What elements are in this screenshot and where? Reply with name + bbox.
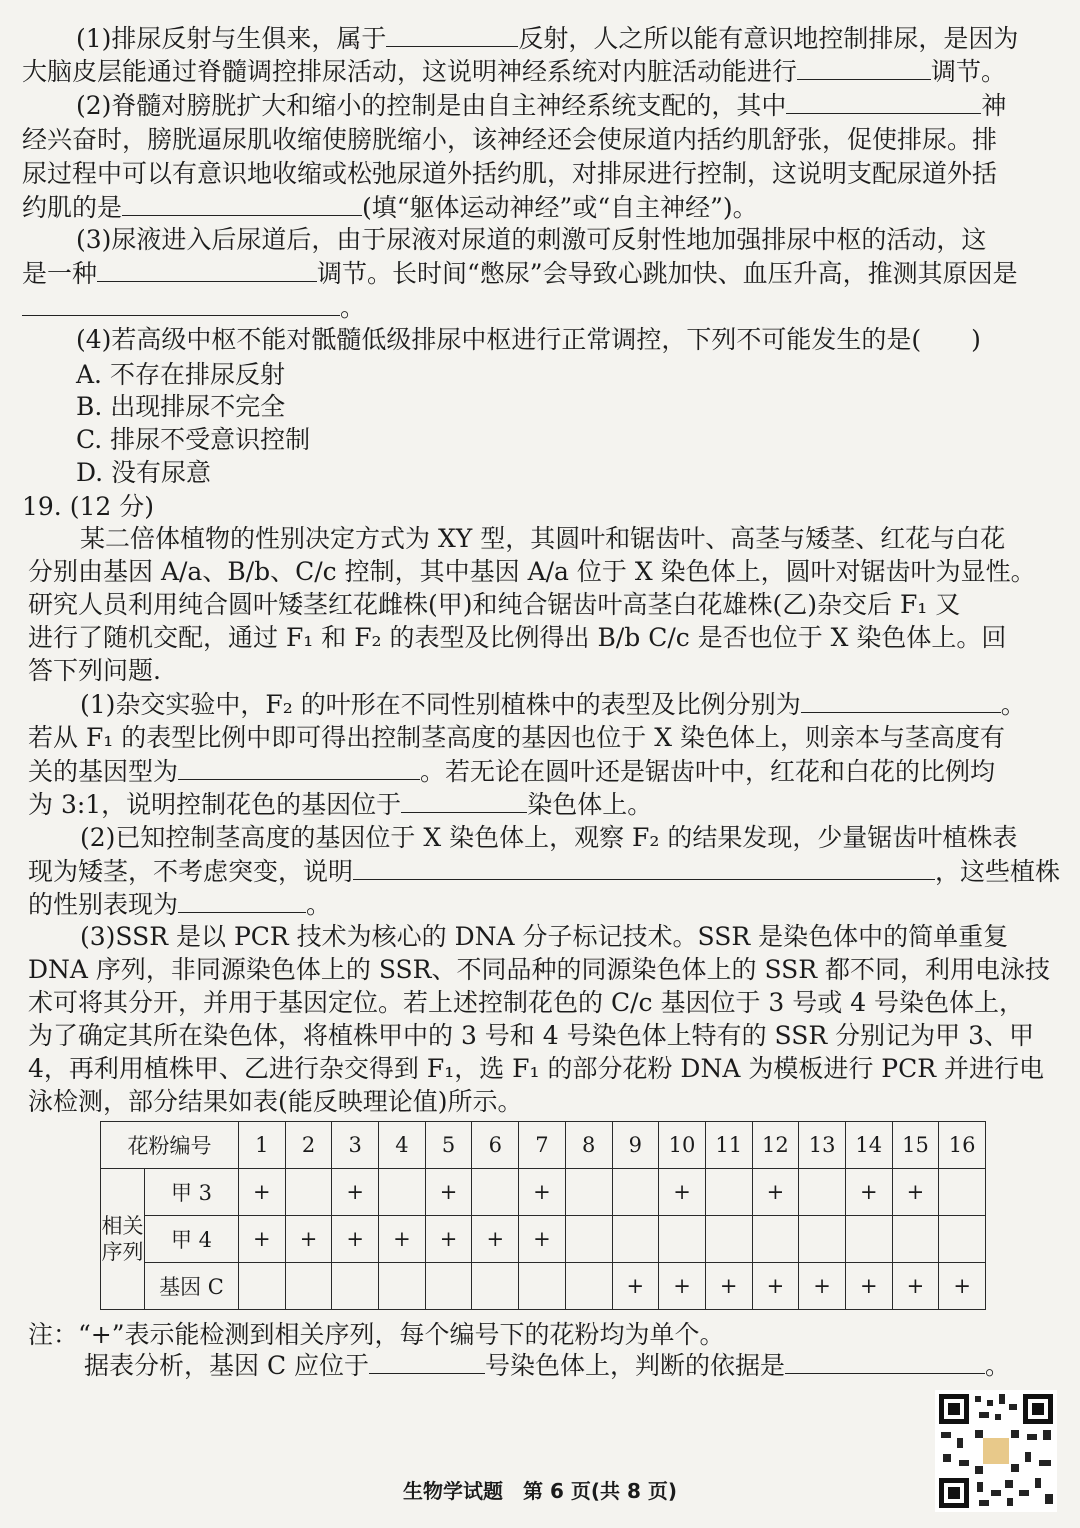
q19-stem-2: 分别由基因 A/a、B/b、C/c 控制，其中基因 A/a 位于 X 染色体上，圆叶对锯齿叶为显性。 [28,557,1036,586]
row-group-label [101,1169,145,1310]
table-cell [285,1169,332,1216]
table-cell: + [799,1263,846,1310]
text: 号染色体上，判断的依据是 [485,1351,786,1380]
table-cell: + [425,1169,472,1216]
table-cell [379,1169,426,1216]
q19-part2-line3 [28,888,331,922]
answer-blank[interactable] [797,57,931,80]
q19-part3-line3: 术可将其分开，并用于基因定位。若上述控制花色的 C/c 基因位于 3 号或 4 号染色体上， [28,988,1025,1017]
text: 。 [340,293,366,322]
text: 的性别表现为 [28,890,179,919]
pollen-number: 9 [612,1122,659,1169]
table-cell [472,1169,519,1216]
answer-blank[interactable] [353,857,935,880]
pollen-number: 8 [565,1122,612,1169]
q19-part1-line1 [80,688,1026,722]
row-group-label-line: 相关 [101,1214,144,1238]
text: 神 [981,91,1007,120]
table-cell [332,1263,379,1310]
answer-blank[interactable] [801,690,1001,713]
q18-part3-line2 [22,257,1018,291]
q18-part3-line1: (3)尿液进入后尿道后，由于尿液对尿道的刺激可反射性地加强排尿中枢的活动，这 [76,225,987,254]
table-cell: + [472,1216,519,1263]
q18-part4: (4)若高级中枢不能对骶髓低级排尿中枢进行正常调控，下列不可能发生的是( ) [76,325,981,354]
pollen-number: 5 [425,1122,472,1169]
table-note: 注：“+”表示能检测到相关序列，每个编号下的花粉均为单个。 [28,1320,725,1349]
answer-blank[interactable] [22,293,340,316]
table-cell [472,1263,519,1310]
q19-part3-line1: (3)SSR 是以 PCR 技术为核心的 DNA 分子标记技术。SSR 是染色体中的简单重复 [80,922,1009,951]
pollen-number: 13 [799,1122,846,1169]
pollen-number: 15 [892,1122,939,1169]
answer-blank[interactable] [386,24,518,47]
pollen-number: 7 [519,1122,566,1169]
table-cell: + [752,1169,799,1216]
table-cell: + [332,1216,379,1263]
q19-part3-line2: DNA 序列，非同源染色体上的 SSR、不同品种的同源染色体上的 SSR 都不同，利用电泳技 [28,955,1051,984]
table-cell: + [659,1263,706,1310]
table-cell: + [939,1263,986,1310]
text: ，这些植株 [935,857,1061,886]
table-cell: + [752,1263,799,1310]
page-footer: 生物学试题 第 6 页(共 8 页) [403,1479,677,1503]
option-d[interactable]: D. 没有尿意 [76,458,212,487]
answer-blank[interactable] [785,1351,985,1374]
q18-part2-line3: 尿过程中可以有意识地收缩或松弛尿道外括约肌，对排尿进行控制，这说明支配尿道外括 [22,159,998,188]
text: 。 [1000,690,1026,719]
row-label: 甲 4 [145,1216,239,1263]
text: (2)脊髓对膀胱扩大和缩小的控制是由自主神经系统支配的，其中 [76,91,787,120]
pollen-number: 1 [239,1122,286,1169]
table-cell [659,1216,706,1263]
answer-blank[interactable] [786,91,981,114]
table-cell [239,1263,286,1310]
table-cell [425,1263,472,1310]
text: 大脑皮层能通过脊髓调控排尿活动，这说明神经系统对内脏活动能进行 [22,57,798,86]
q19-part1-line2: 若从 F₁ 的表型比例中即可得出控制茎高度的基因也位于 X 染色体上，则亲本与茎高度有 [28,723,1005,752]
text: 。 [985,1351,1011,1380]
table-cell: + [239,1216,286,1263]
table-cell [799,1216,846,1263]
option-c[interactable]: C. 排尿不受意识控制 [76,425,311,454]
table-cell [519,1263,566,1310]
text: 反射，人之所以能有意识地控制排尿，是因为 [518,24,1019,53]
text: (填“躯体运动神经”或“自主神经”)。 [362,193,758,222]
row-label: 基因 C [145,1263,239,1310]
text: 调节。 [931,57,1007,86]
q19-stem-3: 研究人员利用纯合圆叶矮茎红花雌株(甲)和纯合锯齿叶高茎白花雄株(乙)杂交后 F₁ 又 [28,590,961,619]
table-row [101,1263,986,1310]
table-cell: + [892,1169,939,1216]
table-cell: + [332,1169,379,1216]
pollen-number: 4 [379,1122,426,1169]
pollen-number: 11 [705,1122,752,1169]
table-cell: + [705,1263,752,1310]
q18-part1-line1 [76,22,1018,56]
table-cell: + [285,1216,332,1263]
pollen-number: 12 [752,1122,799,1169]
q19-stem-4: 进行了随机交配，通过 F₁ 和 F₂ 的表型及比例得出 B/b C/c 是否也位于 X 染色体上。回 [28,623,1007,652]
table-cell [799,1169,846,1216]
pollen-number: 3 [332,1122,379,1169]
table-row [101,1169,986,1216]
text: (1)排尿反射与生俱来，属于 [76,24,387,53]
table-cell [285,1263,332,1310]
q19-part3-line6: 泳检测，部分结果如表(能反映理论值)所示。 [28,1087,523,1116]
pollen-table [100,1121,986,1310]
text: 据表分析，基因 C 应位于 [84,1351,370,1380]
table-cell [565,1263,612,1310]
text: 。 [306,890,332,919]
pollen-number: 10 [659,1122,706,1169]
table-cell: + [519,1169,566,1216]
q19-stem-1: 某二倍体植物的性别决定方式为 XY 型，其圆叶和锯齿叶、高茎与矮茎、红花与白花 [80,524,1006,553]
table-cell: + [659,1169,706,1216]
text: 为 3:1，说明控制花色的基因位于 [28,790,402,819]
table-cell [612,1169,659,1216]
table-cell [565,1169,612,1216]
table-cell: + [425,1216,472,1263]
q18-part1-line2 [22,55,1006,89]
q18-part2-line2: 经兴奋时，膀胱逼尿肌收缩使膀胱缩小，该神经还会使尿道内括约肌舒张，促使排尿。排 [22,125,998,154]
table-cell [939,1216,986,1263]
text: (1)杂交实验中，F₂ 的叶形在不同性别植株中的表型及比例分别为 [80,690,801,719]
table-cell [612,1216,659,1263]
q19-part3-line5: 4，再利用植株甲、乙进行杂交得到 F₁，选 F₁ 的部分花粉 DNA 为模板进行 PCR 并进行电 [28,1054,1045,1083]
table-cell [845,1216,892,1263]
answer-blank[interactable] [97,259,317,282]
option-b[interactable]: B. 出现排尿不完全 [76,392,286,421]
pollen-number: 16 [939,1122,986,1169]
table-cell [705,1216,752,1263]
q19-heading: 19. (12 分) [22,492,154,521]
final-question [84,1349,1010,1383]
answer-blank[interactable] [178,890,306,913]
q18-part2-line1 [76,89,1006,123]
table-cell: + [379,1216,426,1263]
pollen-number: 14 [845,1122,892,1169]
pollen-number: 2 [285,1122,332,1169]
row-group-label-line: 序列 [101,1240,144,1264]
q19-stem-5: 答下列问题. [28,656,161,685]
q19-part2-line2 [28,855,1060,889]
answer-blank[interactable] [401,790,527,813]
option-a[interactable]: A. 不存在排尿反射 [76,360,285,389]
q19-part2-line1: (2)已知控制茎高度的基因位于 X 染色体上，观察 F₂ 的结果发现，少量锯齿叶植株表 [80,823,1018,852]
table-cell [565,1216,612,1263]
pollen-number: 6 [472,1122,519,1169]
table-cell [705,1169,752,1216]
q19-part1-line3 [28,755,995,789]
text: 关的基因型为 [28,757,179,786]
table-cell: + [612,1263,659,1310]
table-cell [939,1169,986,1216]
q19-part1-line4 [28,788,652,822]
row-label: 甲 3 [145,1169,239,1216]
table-cell [752,1216,799,1263]
q18-part3-line3 [22,291,365,325]
text: 约肌的是 [22,193,123,222]
answer-blank[interactable] [369,1351,485,1374]
answer-blank[interactable] [122,193,362,216]
table-cell: + [845,1169,892,1216]
text: 调节。长时间“憋尿”会导致心跳加快、血压升高，推测其原因是 [317,259,1018,288]
text: 。若无论在圆叶还是锯齿叶中，红花和白花的比例均 [420,757,996,786]
table-header-label: 花粉编号 [101,1122,239,1169]
table-cell [379,1263,426,1310]
text: 染色体上。 [527,790,653,819]
text: 现为矮茎，不考虑突变，说明 [28,857,354,886]
q19-part3-line4: 为了确定其所在染色体，将植株甲中的 3 号和 4 号染色体上特有的 SSR 分别记为甲 3、甲 [28,1021,1034,1050]
table-header-row [101,1122,986,1169]
table-cell: + [892,1263,939,1310]
q18-part2-line4 [22,191,758,225]
text: 是一种 [22,259,98,288]
table-row [101,1216,986,1263]
answer-blank[interactable] [178,757,420,780]
table-cell [892,1216,939,1263]
table-cell: + [519,1216,566,1263]
table-cell: + [239,1169,286,1216]
table-cell: + [845,1263,892,1310]
